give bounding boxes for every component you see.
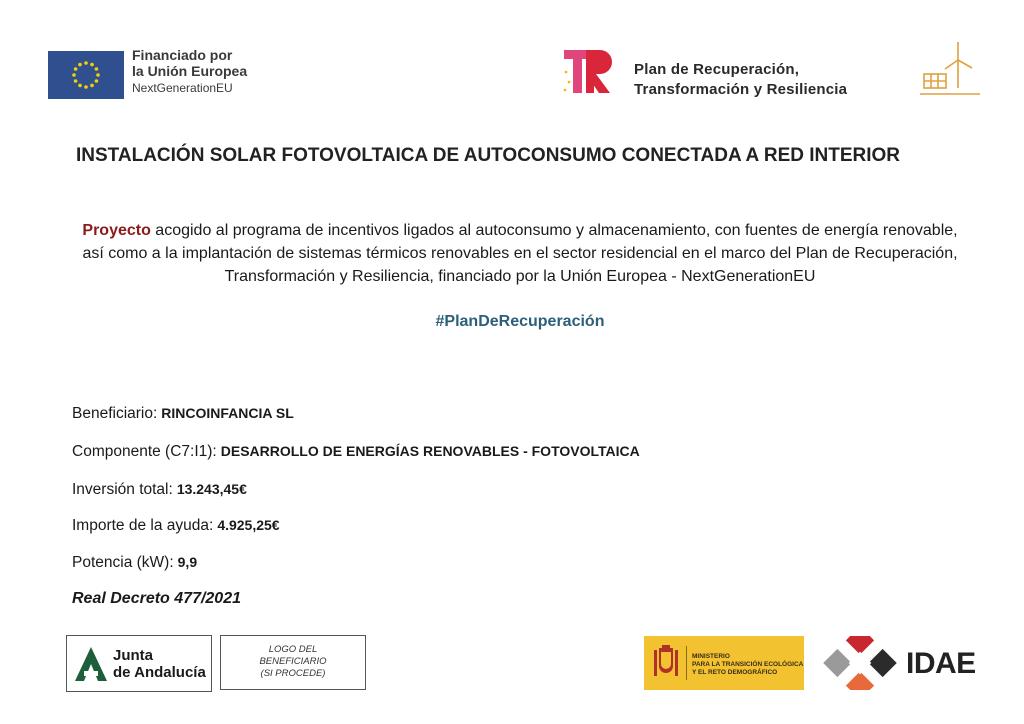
field-value: 9,9	[177, 554, 198, 570]
eu-funding-text	[132, 47, 247, 96]
decree-reference: Real Decreto 477/2021	[72, 590, 241, 607]
benef-line-1: LOGO DEL	[268, 644, 318, 655]
spain-coat-of-arms-icon	[652, 644, 680, 680]
project-text: acogido al programa de incentivos ligados al autoconsumo y almacenamiento, con fuentes de energía renovable, así como a la implantación de sistemas térmicos renovables en el sector residencial en el marco del Plan de Recuperación, Transformación y Resiliencia, financiado por la Unión Europea - NextGenerationEU	[82, 222, 958, 286]
field-beneficiario	[72, 405, 294, 423]
project-description	[70, 219, 970, 289]
hashtag: #PlanDeRecuperación	[435, 313, 605, 330]
ministry-line-1: MINISTERIO	[692, 653, 730, 660]
junta-line-2: de Andalucía	[113, 663, 206, 681]
prtr-title	[634, 60, 847, 99]
benef-line-3: (SI PROCEDE)	[260, 667, 326, 679]
eu-line-1: Financiado por	[132, 47, 233, 63]
ministry-divider	[686, 646, 687, 680]
ministry-line-3: Y EL RETO DEMOGRÁFICO	[692, 668, 778, 676]
eu-line-2: la Unión Europea	[132, 63, 248, 80]
junta-line-1: Junta	[113, 647, 154, 664]
field-value: RINCOINFANCIA SL	[161, 405, 294, 421]
prtr-logo	[560, 42, 620, 102]
eu-line-3: NextGenerationEU	[132, 81, 233, 96]
field-value: 13.243,45€	[176, 481, 247, 497]
page-title: INSTALACIÓN SOLAR FOTOVOLTAICA DE AUTOCONSUMO CONECTADA A RED INTERIOR	[76, 145, 901, 166]
ministry-line-2: PARA LA TRANSICIÓN ECOLÓGICA	[692, 660, 804, 668]
ministerio-logo	[644, 636, 804, 690]
field-inversion	[72, 481, 247, 499]
prtr-line-1: Plan de Recuperación,	[634, 61, 800, 78]
junta-andalucia-logo	[66, 635, 212, 692]
renewable-energy-icon	[918, 38, 982, 102]
idae-logo-mark	[820, 636, 900, 690]
benef-line-2: BENEFICIARIO	[259, 655, 327, 667]
ministry-text	[692, 653, 803, 676]
field-value: DESARROLLO DE ENERGÍAS RENOVABLES - FOTOVOLTAICA	[220, 443, 640, 459]
field-label: Importe de la ayuda:	[72, 517, 214, 534]
field-value: 4.925,25€	[217, 517, 280, 533]
project-lead: Proyecto	[82, 222, 151, 239]
prtr-line-2: Transformación y Resiliencia	[634, 80, 848, 98]
eu-stars-icon	[48, 51, 124, 99]
field-label: Inversión total:	[72, 481, 173, 498]
field-potencia	[72, 554, 197, 572]
junta-text	[113, 648, 206, 681]
beneficiary-logo-placeholder	[220, 635, 366, 690]
idae-diamond-icon	[820, 636, 900, 690]
field-label: Potencia (kW):	[72, 554, 174, 571]
field-componente	[72, 443, 640, 461]
field-label: Beneficiario:	[72, 405, 158, 422]
idae-wordmark: IDAE	[906, 647, 976, 680]
field-importe	[72, 517, 280, 535]
field-label: Componente (C7:I1):	[72, 443, 217, 460]
prtr-tr-icon	[560, 42, 620, 102]
junta-a-icon	[74, 645, 108, 683]
eu-flag-logo	[48, 51, 124, 99]
